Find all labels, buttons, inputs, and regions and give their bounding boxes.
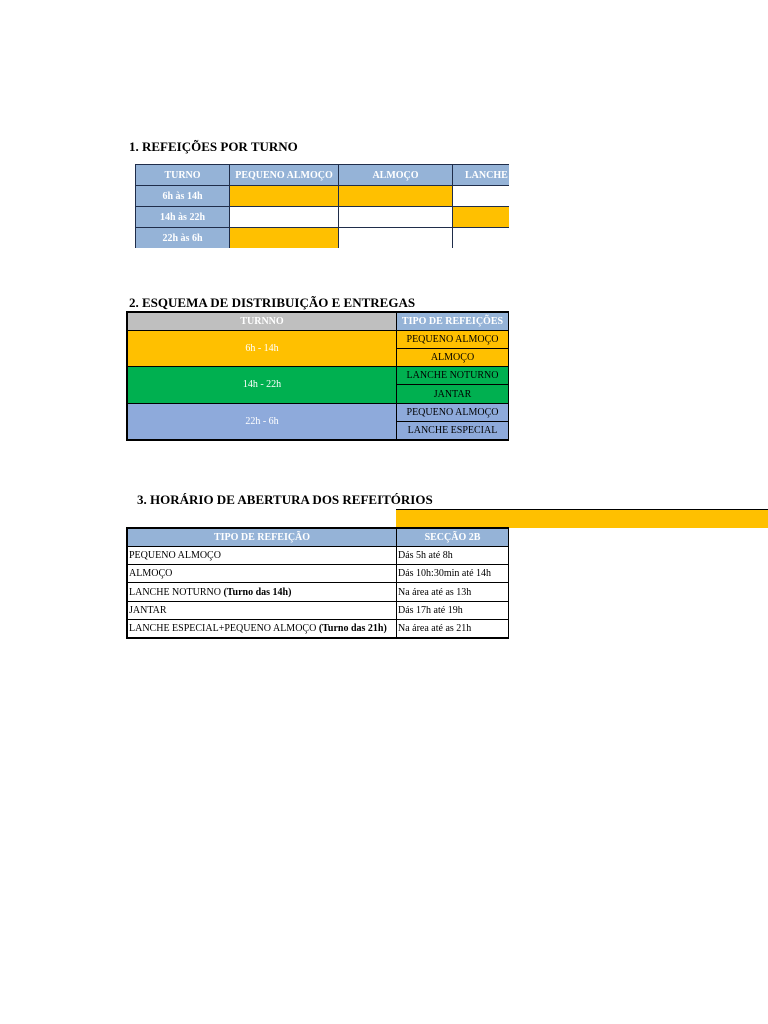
meal-name-cell: PEQUENO ALMOÇO xyxy=(128,547,397,565)
meal-cell xyxy=(230,207,339,228)
meal-type-cell: PEQUENO ALMOÇO xyxy=(397,403,509,421)
section3-title: 3. HORÁRIO DE ABERTURA DOS REFEITÓRIOS xyxy=(137,492,433,507)
header-almoco: ALMOÇO xyxy=(339,165,453,186)
meal-type-cell: LANCHE NOTURNO xyxy=(397,367,509,385)
header-lanche: LANCHE xyxy=(453,165,510,186)
distribution-table xyxy=(126,311,509,441)
meal-name-cell: ALMOÇO xyxy=(128,565,397,583)
table-row xyxy=(128,403,509,421)
shift-label: 22h às 6h xyxy=(136,228,230,249)
table-row xyxy=(128,367,509,385)
hours-cell: Dás 17h até 19h xyxy=(397,601,509,619)
shift-cell: 22h - 6h xyxy=(128,403,397,439)
table-row xyxy=(136,207,510,228)
meal-type-cell: JANTAR xyxy=(397,385,509,403)
meals-per-shift-table xyxy=(135,164,509,248)
hours-cell: Na área até as 21h xyxy=(397,619,509,637)
shift-cell: 6h - 14h xyxy=(128,331,397,367)
header-tipo-refeicoes: TIPO DE REFEIÇÕES xyxy=(397,313,509,331)
meal-cell xyxy=(339,228,453,249)
table-row xyxy=(128,619,509,637)
meal-cell xyxy=(453,228,510,249)
meal-cell xyxy=(339,186,453,207)
table-row xyxy=(128,601,509,619)
header-seccao: SECÇÃO 2B xyxy=(397,529,509,547)
orange-band xyxy=(396,509,768,528)
opening-hours-table xyxy=(126,527,509,639)
header-pequeno-almoco: PEQUENO ALMOÇO xyxy=(230,165,339,186)
table-header-row xyxy=(128,313,509,331)
section2-title: 2. ESQUEMA DE DISTRIBUIÇÃO E ENTREGAS xyxy=(129,295,416,310)
table-row xyxy=(136,228,510,249)
meal-type-cell: ALMOÇO xyxy=(397,349,509,367)
table-row xyxy=(128,547,509,565)
shift-label: 14h às 22h xyxy=(136,207,230,228)
meal-cell xyxy=(339,207,453,228)
hours-cell: Dás 5h até 8h xyxy=(397,547,509,565)
shift-label: 6h às 14h xyxy=(136,186,230,207)
table-header-row xyxy=(128,529,509,547)
table-row xyxy=(128,583,509,601)
meal-cell xyxy=(230,228,339,249)
table-row xyxy=(128,565,509,583)
meal-type-cell: LANCHE ESPECIAL xyxy=(397,421,509,439)
meal-cell xyxy=(453,186,510,207)
section1-title: 1. REFEIÇÕES POR TURNO xyxy=(129,139,298,154)
shift-cell: 14h - 22h xyxy=(128,367,397,403)
header-turnno: TURNNO xyxy=(128,313,397,331)
header-turno: TURNO xyxy=(136,165,230,186)
meal-name-cell: LANCHE ESPECIAL+PEQUENO ALMOÇO (Turno das 21h) xyxy=(128,619,397,637)
meal-name-cell: LANCHE NOTURNO (Turno das 14h) xyxy=(128,583,397,601)
table-row xyxy=(128,331,509,349)
header-tipo-refeicao: TIPO DE REFEIÇÃO xyxy=(128,529,397,547)
table-header-row xyxy=(136,165,510,186)
table-row xyxy=(136,186,510,207)
meal-type-cell: PEQUENO ALMOÇO xyxy=(397,331,509,349)
meal-cell xyxy=(453,207,510,228)
meal-cell xyxy=(230,186,339,207)
hours-cell: Dás 10h:30min até 14h xyxy=(397,565,509,583)
hours-cell: Na área até as 13h xyxy=(397,583,509,601)
meal-name-cell: JANTAR xyxy=(128,601,397,619)
